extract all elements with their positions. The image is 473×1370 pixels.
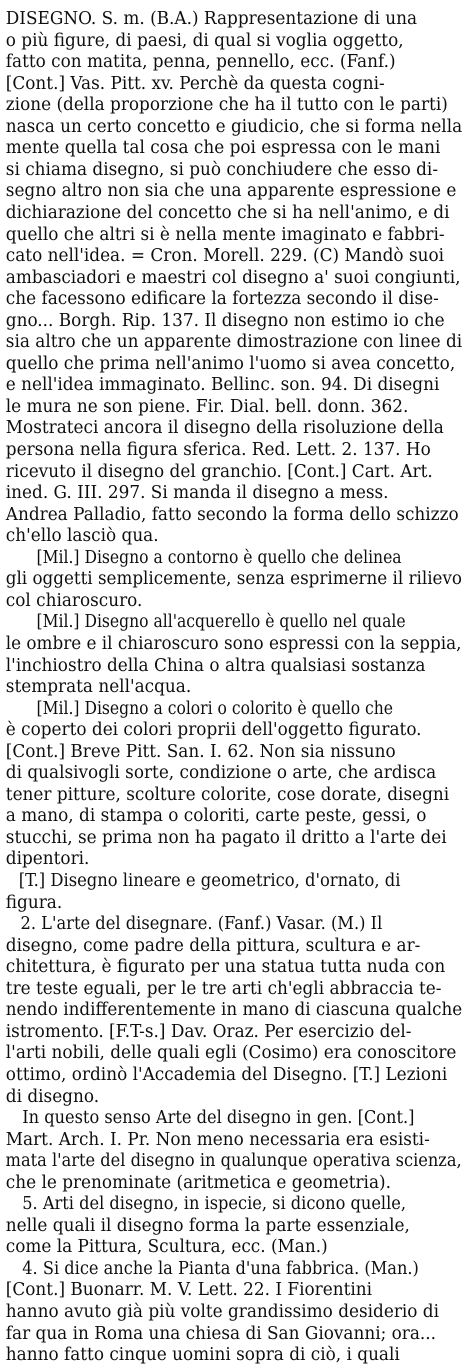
- text-line: tre teste eguali, per le tre arti ch'egli abbraccia te-: [5, 978, 442, 999]
- text-line: cato nell'idea. = Cron. Morell. 229. (C) Mandò suoi: [5, 246, 445, 267]
- text-line: figura.: [5, 892, 63, 913]
- text-line: [Mil.] Disegno a contorno è quello che delinea: [36, 547, 402, 568]
- text-line: ch'ello lasciò qua.: [5, 526, 159, 547]
- text-line: quello che prima nell'animo l'uomo si avea concetto,: [5, 353, 456, 374]
- text-line: [Mil.] Disegno all'acquerello è quello nel quale: [36, 612, 406, 633]
- text-line: stucchi, se prima non ha pagato il dritto a l'arte dei: [5, 827, 447, 848]
- text-line: 2. L'arte del disegnare. (Fanf.) Vasar. (M.) Il: [20, 914, 383, 935]
- text-line: che le prenominate (aritmetica e geometria).: [5, 1172, 391, 1193]
- text-line: mata l'arte del disegno in qualunque operativa scienza,: [5, 1151, 462, 1172]
- text-line: gli oggetti semplicemente, senza esprimerne il rilievo: [5, 569, 462, 590]
- text-line: 4. Si dice anche la Pianta d'una fabbrica. (Man.): [22, 1258, 419, 1279]
- text-line: l'inchiostro della China o altra qualsiasi sostanza: [5, 655, 426, 676]
- text-line: fatto con matita, penna, pennello, ecc. (Fanf.): [5, 52, 396, 73]
- text-line: hanno fatto cinque uomini sopra di ciò, i quali: [5, 1345, 400, 1366]
- text-line: tener pitture, scolture colorite, cose dorate, disegni: [5, 784, 450, 805]
- text-line: le ombre e il chiaroscuro sono espressi con la seppia,: [5, 633, 462, 654]
- text-line: ricevuto il disegno del granchio. [Cont.] Cart. Art.: [5, 461, 433, 482]
- text-line: a mano, di stampa o coloriti, carte peste, gessi, o: [5, 806, 427, 827]
- text-line: sia altro che un apparente dimostrazione con linee di: [5, 332, 463, 353]
- text-line: ambasciadori e maestri col disegno a' suoi congiunti,: [5, 267, 461, 288]
- text-line: DISEGNO. S. m. (B.A.) Rappresentazione di una: [5, 9, 418, 29]
- text-line: In questo senso Arte del disegno in gen. [Cont.]: [22, 1108, 415, 1129]
- text-line: hanno avuto già più volte grandissimo desiderio di: [5, 1302, 439, 1322]
- text-line: stemprata nell'acqua.: [5, 677, 192, 698]
- text-line: nelle quali il disegno forma la parte essenziale,: [5, 1215, 410, 1236]
- text-line: di qualsivogli sorte, condizione o arte, che ardisca: [5, 763, 437, 784]
- text-line: gno... Borgh. Rip. 137. Il disegno non estimo io che: [5, 310, 445, 331]
- text-line: [Cont.] Breve Pitt. San. I. 62. Non sia nissuno: [5, 741, 396, 762]
- text-line: si chiama disegno, si può conchiudere che esso di-: [5, 159, 439, 180]
- text-line: zione (della proporzione che ha il tutto con le parti): [5, 95, 448, 116]
- text-line: istromento. [F.T-s.] Dav. Oraz. Per esercizio del-: [5, 1021, 412, 1042]
- text-line: dichiarazione del concetto che si ha nell'animo, e di: [5, 202, 450, 223]
- text-line: ined. G. III. 297. Si manda il disegno a mess.: [5, 483, 389, 504]
- text-line: nendo indifferentemente in mano di ciascuna qualche: [5, 1000, 463, 1021]
- text-line: col chiaroscuro.: [5, 590, 143, 611]
- text-line: quello che altri si è nella mente imaginato e fabbri-: [5, 224, 445, 245]
- text-line: che facessono edificare la fortezza secondo il dise-: [5, 289, 439, 310]
- text-line: o più figure, di paesi, di qual si voglia oggetto,: [5, 30, 404, 51]
- text-line: far qua in Roma una chiesa di San Giovanni; ora...: [5, 1323, 437, 1344]
- text-line: e nell'idea immaginato. Bellinc. son. 94. Di disegni: [5, 375, 440, 396]
- text-line: come la Pittura, Scultura, ecc. (Man.): [5, 1237, 328, 1258]
- text-line: [Cont.] Buonarr. M. V. Lett. 22. I Fiorentini: [5, 1280, 373, 1301]
- text-line: persona nella figura sferica. Red. Lett. 2. 137. Ho: [5, 440, 431, 460]
- text-line: [Mil.] Disegno a colori o colorito è quello che: [36, 698, 394, 719]
- text-line: [T.] Disegno lineare e geometrico, d'ornato, di: [18, 871, 401, 891]
- text-line: dipentori.: [5, 849, 90, 870]
- text-line: 5. Arti del disegno, in ispecie, si dicono quelle,: [22, 1194, 407, 1215]
- text-line: di disegno.: [5, 1086, 100, 1107]
- text-line: mente quella tal cosa che poi espressa con le mani: [5, 138, 441, 159]
- text-line: l'arti nobili, delle quali egli (Cosimo) era conoscitore: [5, 1043, 457, 1064]
- text-line: ottimo, ordinò l'Accademia del Disegno. [T.] Lezioni: [5, 1064, 448, 1085]
- text-line: Andrea Palladio, fatto secondo la forma dello schizzo: [5, 504, 459, 525]
- text-line: è coperto dei colori proprii dell'oggetto figurato.: [5, 720, 422, 741]
- text-line: [Cont.] Vas. Pitt. xv. Perchè da questa cogni-: [5, 73, 385, 94]
- text-line: chitettura, è figurato per una statua tutta nuda con: [5, 957, 446, 978]
- text-line: Mostrateci ancora il disegno della risoluzione della: [5, 418, 444, 439]
- text-line: le mura ne son piene. Fir. Dial. bell. donn. 362.: [5, 396, 409, 417]
- text-line: disegno, come padre della pittura, scultura e ar-: [5, 935, 421, 956]
- text-line: Mart. Arch. I. Pr. Non meno necessaria era esisti-: [5, 1129, 430, 1150]
- text-line: nasca un certo concetto e giudicio, che si forma nella: [5, 116, 463, 137]
- text-line: segno altro non sia che una apparente espressione e: [5, 181, 457, 202]
